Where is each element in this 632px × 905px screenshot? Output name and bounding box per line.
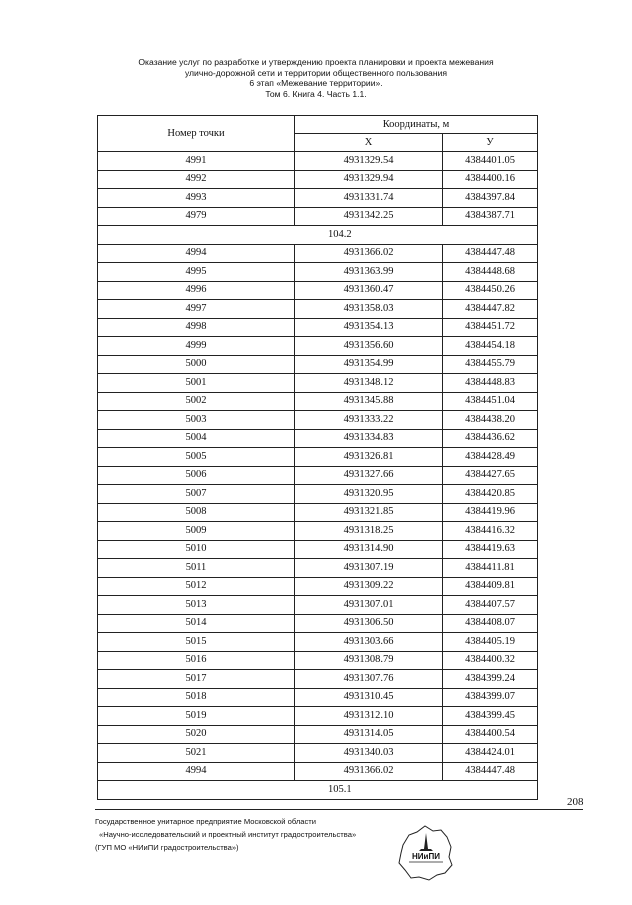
table-row bbox=[98, 318, 538, 337]
cell-y: 4384409.81 bbox=[443, 577, 538, 596]
header-coordinates: Координаты, м bbox=[295, 116, 538, 134]
cell-point-number: 5008 bbox=[98, 503, 295, 522]
cell-point-number: 5001 bbox=[98, 374, 295, 393]
header-line-2: улично-дорожной сети и территории общественного пользования bbox=[184, 67, 448, 78]
table-row bbox=[98, 651, 538, 670]
cell-x: 4931321.85 bbox=[295, 503, 443, 522]
table-row bbox=[98, 207, 538, 226]
cell-y: 4384450.26 bbox=[443, 281, 538, 300]
cell-point-number: 4997 bbox=[98, 300, 295, 319]
cell-x: 4931314.90 bbox=[295, 540, 443, 559]
header-line-1: Оказание услуг по разработке и утверждению проекта планировки и проекта межевания bbox=[138, 57, 494, 67]
cell-point-number: 5002 bbox=[98, 392, 295, 411]
cell-point-number: 4992 bbox=[98, 170, 295, 189]
cell-y: 4384454.18 bbox=[443, 337, 538, 356]
table-row bbox=[98, 244, 538, 263]
table-row bbox=[98, 688, 538, 707]
table-row bbox=[98, 503, 538, 522]
table-row bbox=[98, 466, 538, 485]
cell-x: 4931358.03 bbox=[295, 300, 443, 319]
cell-x: 4931320.95 bbox=[295, 485, 443, 504]
cell-y: 4384448.83 bbox=[443, 374, 538, 393]
cell-y: 4384399.24 bbox=[443, 670, 538, 689]
cell-x: 4931312.10 bbox=[295, 707, 443, 726]
section-row bbox=[98, 226, 538, 245]
footer-line-3: (ГУП МО «НИиПИ градостроительства») bbox=[95, 843, 239, 853]
table-body bbox=[98, 152, 538, 800]
cell-x: 4931356.60 bbox=[295, 337, 443, 356]
cell-x: 4931306.50 bbox=[295, 614, 443, 633]
document-header bbox=[0, 57, 632, 99]
cell-point-number: 5005 bbox=[98, 448, 295, 467]
cell-point-number: 5010 bbox=[98, 540, 295, 559]
table-row bbox=[98, 614, 538, 633]
cell-x: 4931331.74 bbox=[295, 189, 443, 208]
coordinates-table bbox=[97, 115, 538, 800]
table-header-row bbox=[98, 116, 538, 134]
cell-x: 4931326.81 bbox=[295, 448, 443, 467]
cell-point-number: 5000 bbox=[98, 355, 295, 374]
cell-x: 4931354.99 bbox=[295, 355, 443, 374]
cell-y: 4384400.32 bbox=[443, 651, 538, 670]
footer-line-1: Государственное унитарное предприятие Московской области bbox=[95, 817, 317, 826]
table-row bbox=[98, 596, 538, 615]
table-row bbox=[98, 448, 538, 467]
cell-y: 4384407.57 bbox=[443, 596, 538, 615]
cell-point-number: 5014 bbox=[98, 614, 295, 633]
cell-y: 4384397.84 bbox=[443, 189, 538, 208]
cell-y: 4384447.82 bbox=[443, 300, 538, 319]
cell-point-number: 5016 bbox=[98, 651, 295, 670]
table-row bbox=[98, 152, 538, 171]
footer-divider bbox=[95, 809, 583, 810]
cell-x: 4931318.25 bbox=[295, 522, 443, 541]
header-line-4: Том 6. Книга 4. Часть 1.1. bbox=[265, 88, 367, 99]
table-row bbox=[98, 170, 538, 189]
cell-y: 4384438.20 bbox=[443, 411, 538, 430]
cell-y: 4384416.32 bbox=[443, 522, 538, 541]
cell-x: 4931345.88 bbox=[295, 392, 443, 411]
table-row bbox=[98, 744, 538, 763]
cell-point-number: 4979 bbox=[98, 207, 295, 226]
table-row bbox=[98, 374, 538, 393]
footer-line-2: «Научно-исследовательский и проектный институт градостроительства» bbox=[99, 830, 357, 840]
header-x: X bbox=[295, 134, 443, 152]
table-row bbox=[98, 670, 538, 689]
table-row bbox=[98, 411, 538, 430]
cell-x: 4931308.79 bbox=[295, 651, 443, 670]
table-row bbox=[98, 263, 538, 282]
cell-x: 4931334.83 bbox=[295, 429, 443, 448]
table-row bbox=[98, 707, 538, 726]
cell-point-number: 5019 bbox=[98, 707, 295, 726]
header-line-3: 6 этап «Межевание территории». bbox=[249, 78, 383, 89]
cell-point-number: 5003 bbox=[98, 411, 295, 430]
cell-point-number: 4996 bbox=[98, 281, 295, 300]
table-row bbox=[98, 762, 538, 781]
cell-x: 4931333.22 bbox=[295, 411, 443, 430]
cell-x: 4931348.12 bbox=[295, 374, 443, 393]
cell-y: 4384447.48 bbox=[443, 244, 538, 263]
cell-y: 4384399.45 bbox=[443, 707, 538, 726]
cell-y: 4384419.63 bbox=[443, 540, 538, 559]
cell-point-number: 4994 bbox=[98, 244, 295, 263]
cell-point-number: 5013 bbox=[98, 596, 295, 615]
table-row bbox=[98, 429, 538, 448]
table-row bbox=[98, 189, 538, 208]
institute-logo-icon bbox=[395, 823, 457, 883]
cell-x: 4931354.13 bbox=[295, 318, 443, 337]
table-row bbox=[98, 281, 538, 300]
cell-x: 4931329.94 bbox=[295, 170, 443, 189]
cell-y: 4384408.07 bbox=[443, 614, 538, 633]
cell-point-number: 4998 bbox=[98, 318, 295, 337]
cell-x: 4931307.01 bbox=[295, 596, 443, 615]
cell-x: 4931363.99 bbox=[295, 263, 443, 282]
cell-x: 4931309.22 bbox=[295, 577, 443, 596]
cell-point-number: 5021 bbox=[98, 744, 295, 763]
cell-y: 4384419.96 bbox=[443, 503, 538, 522]
table-row bbox=[98, 522, 538, 541]
cell-y: 4384447.48 bbox=[443, 762, 538, 781]
table-row bbox=[98, 725, 538, 744]
cell-y: 4384405.19 bbox=[443, 633, 538, 652]
header-y: У bbox=[443, 134, 538, 152]
cell-point-number: 5015 bbox=[98, 633, 295, 652]
cell-x: 4931366.02 bbox=[295, 762, 443, 781]
cell-x: 4931307.76 bbox=[295, 670, 443, 689]
cell-y: 4384427.65 bbox=[443, 466, 538, 485]
cell-y: 4384400.54 bbox=[443, 725, 538, 744]
cell-x: 4931342.25 bbox=[295, 207, 443, 226]
cell-point-number: 5017 bbox=[98, 670, 295, 689]
cell-y: 4384411.81 bbox=[443, 559, 538, 578]
cell-x: 4931310.45 bbox=[295, 688, 443, 707]
cell-y: 4384387.71 bbox=[443, 207, 538, 226]
cell-x: 4931340.03 bbox=[295, 744, 443, 763]
cell-point-number: 5011 bbox=[98, 559, 295, 578]
cell-y: 4384401.05 bbox=[443, 152, 538, 171]
cell-x: 4931314.05 bbox=[295, 725, 443, 744]
cell-x: 4931360.47 bbox=[295, 281, 443, 300]
table-row bbox=[98, 300, 538, 319]
cell-y: 4384400.16 bbox=[443, 170, 538, 189]
section-row bbox=[98, 781, 538, 800]
cell-y: 4384420.85 bbox=[443, 485, 538, 504]
cell-point-number: 4993 bbox=[98, 189, 295, 208]
table-row bbox=[98, 392, 538, 411]
cell-y: 4384448.68 bbox=[443, 263, 538, 282]
table-row bbox=[98, 485, 538, 504]
cell-y: 4384451.72 bbox=[443, 318, 538, 337]
table-row bbox=[98, 577, 538, 596]
cell-y: 4384455.79 bbox=[443, 355, 538, 374]
cell-point-number: 5012 bbox=[98, 577, 295, 596]
cell-x: 4931366.02 bbox=[295, 244, 443, 263]
cell-y: 4384424.01 bbox=[443, 744, 538, 763]
cell-point-number: 5007 bbox=[98, 485, 295, 504]
section-label: 105.1 bbox=[98, 781, 538, 800]
document-footer bbox=[95, 815, 356, 855]
header-point-number: Номер точки bbox=[98, 116, 295, 152]
section-label: 104.2 bbox=[98, 226, 538, 245]
cell-point-number: 4999 bbox=[98, 337, 295, 356]
logo-text: НИиПИ bbox=[412, 852, 440, 861]
table-row bbox=[98, 540, 538, 559]
cell-point-number: 5006 bbox=[98, 466, 295, 485]
cell-x: 4931329.54 bbox=[295, 152, 443, 171]
cell-point-number: 4995 bbox=[98, 263, 295, 282]
cell-point-number: 5009 bbox=[98, 522, 295, 541]
table-row bbox=[98, 559, 538, 578]
page-number: 208 bbox=[567, 796, 584, 808]
cell-y: 4384428.49 bbox=[443, 448, 538, 467]
cell-x: 4931327.66 bbox=[295, 466, 443, 485]
table-row bbox=[98, 633, 538, 652]
table-row bbox=[98, 337, 538, 356]
cell-y: 4384451.04 bbox=[443, 392, 538, 411]
cell-y: 4384399.07 bbox=[443, 688, 538, 707]
cell-point-number: 4994 bbox=[98, 762, 295, 781]
cell-point-number: 5020 bbox=[98, 725, 295, 744]
cell-y: 4384436.62 bbox=[443, 429, 538, 448]
table-row bbox=[98, 355, 538, 374]
cell-point-number: 5004 bbox=[98, 429, 295, 448]
cell-point-number: 4991 bbox=[98, 152, 295, 171]
cell-x: 4931307.19 bbox=[295, 559, 443, 578]
cell-x: 4931303.66 bbox=[295, 633, 443, 652]
cell-point-number: 5018 bbox=[98, 688, 295, 707]
